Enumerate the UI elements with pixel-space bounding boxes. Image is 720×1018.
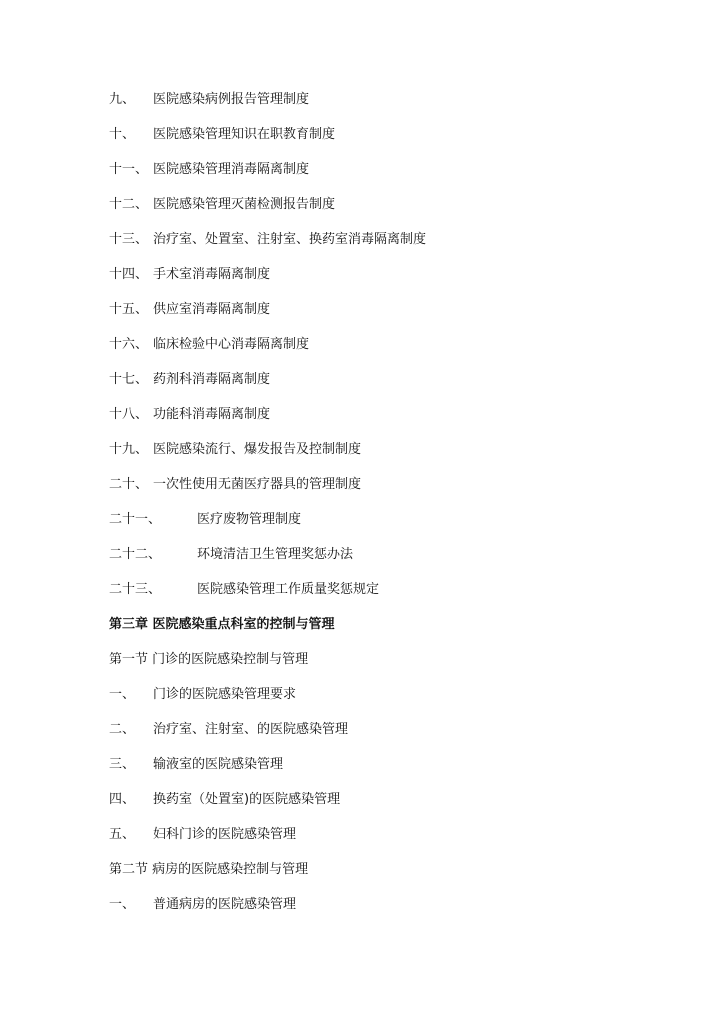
- item-text: 药剂科消毒隔离制度: [153, 372, 271, 387]
- item-number: 二十二、: [109, 547, 162, 562]
- item-text: 医院感染管理消毒隔离制度: [153, 162, 310, 177]
- item-text: 手术室消毒隔离制度: [153, 267, 271, 282]
- item-text: 医院感染管理灭菌检测报告制度: [153, 197, 336, 212]
- item-number: 十七、: [109, 372, 149, 387]
- item-number: 十六、: [109, 337, 149, 352]
- item-text: 医院感染病例报告管理制度: [153, 92, 310, 107]
- item-number: 十、: [109, 127, 136, 142]
- item-text: 医院感染管理工作质量奖惩规定: [197, 582, 380, 597]
- item-text: 功能科消毒隔离制度: [153, 407, 271, 422]
- item-text: 治疗室、处置室、注射室、换药室消毒隔离制度: [153, 232, 427, 247]
- item-text: 医院感染流行、爆发报告及控制制度: [153, 442, 362, 457]
- item-number: 九、: [109, 92, 136, 107]
- item-number: 十一、: [109, 162, 149, 177]
- item-number: 二十三、: [109, 582, 162, 597]
- item-text: 医院感染管理知识在职教育制度: [153, 127, 336, 142]
- item-text: 供应室消毒隔离制度: [153, 302, 271, 317]
- item-number: 十三、: [109, 232, 149, 247]
- section-heading: 第一节 门诊的医院感染控制与管理: [109, 652, 309, 667]
- item-number: 十二、: [109, 197, 149, 212]
- item-text: 医疗废物管理制度: [197, 512, 302, 527]
- item-text: 临床检验中心消毒隔离制度: [153, 337, 310, 352]
- item-number: 一、: [109, 687, 136, 702]
- item-text: 环境清洁卫生管理奖惩办法: [197, 547, 354, 562]
- item-number: 二、: [109, 722, 136, 737]
- item-text: 普通病房的医院感染管理: [153, 897, 297, 912]
- item-number: 十四、: [109, 267, 149, 282]
- item-text: 输液室的医院感染管理: [153, 757, 284, 772]
- item-text: 治疗室、注射室、的医院感染管理: [153, 722, 349, 737]
- item-number: 二十、: [109, 477, 149, 492]
- item-text: 门诊的医院感染管理要求: [153, 687, 297, 702]
- item-number: 三、: [109, 757, 136, 772]
- item-text: 换药室（处置室)的医院感染管理: [153, 792, 341, 807]
- item-number: 一、: [109, 897, 136, 912]
- item-number: 十九、: [109, 442, 149, 457]
- item-number: 四、: [109, 792, 136, 807]
- section-heading: 第二节 病房的医院感染控制与管理: [109, 862, 309, 877]
- item-number: 五、: [109, 827, 136, 842]
- item-text: 一次性使用无菌医疗器具的管理制度: [153, 477, 362, 492]
- item-text: 妇科门诊的医院感染管理: [153, 827, 297, 842]
- item-number: 十五、: [109, 302, 149, 317]
- item-number: 二十一、: [109, 512, 162, 527]
- item-number: 十八、: [109, 407, 149, 422]
- chapter-heading: 第三章 医院感染重点科室的控制与管理: [109, 617, 335, 632]
